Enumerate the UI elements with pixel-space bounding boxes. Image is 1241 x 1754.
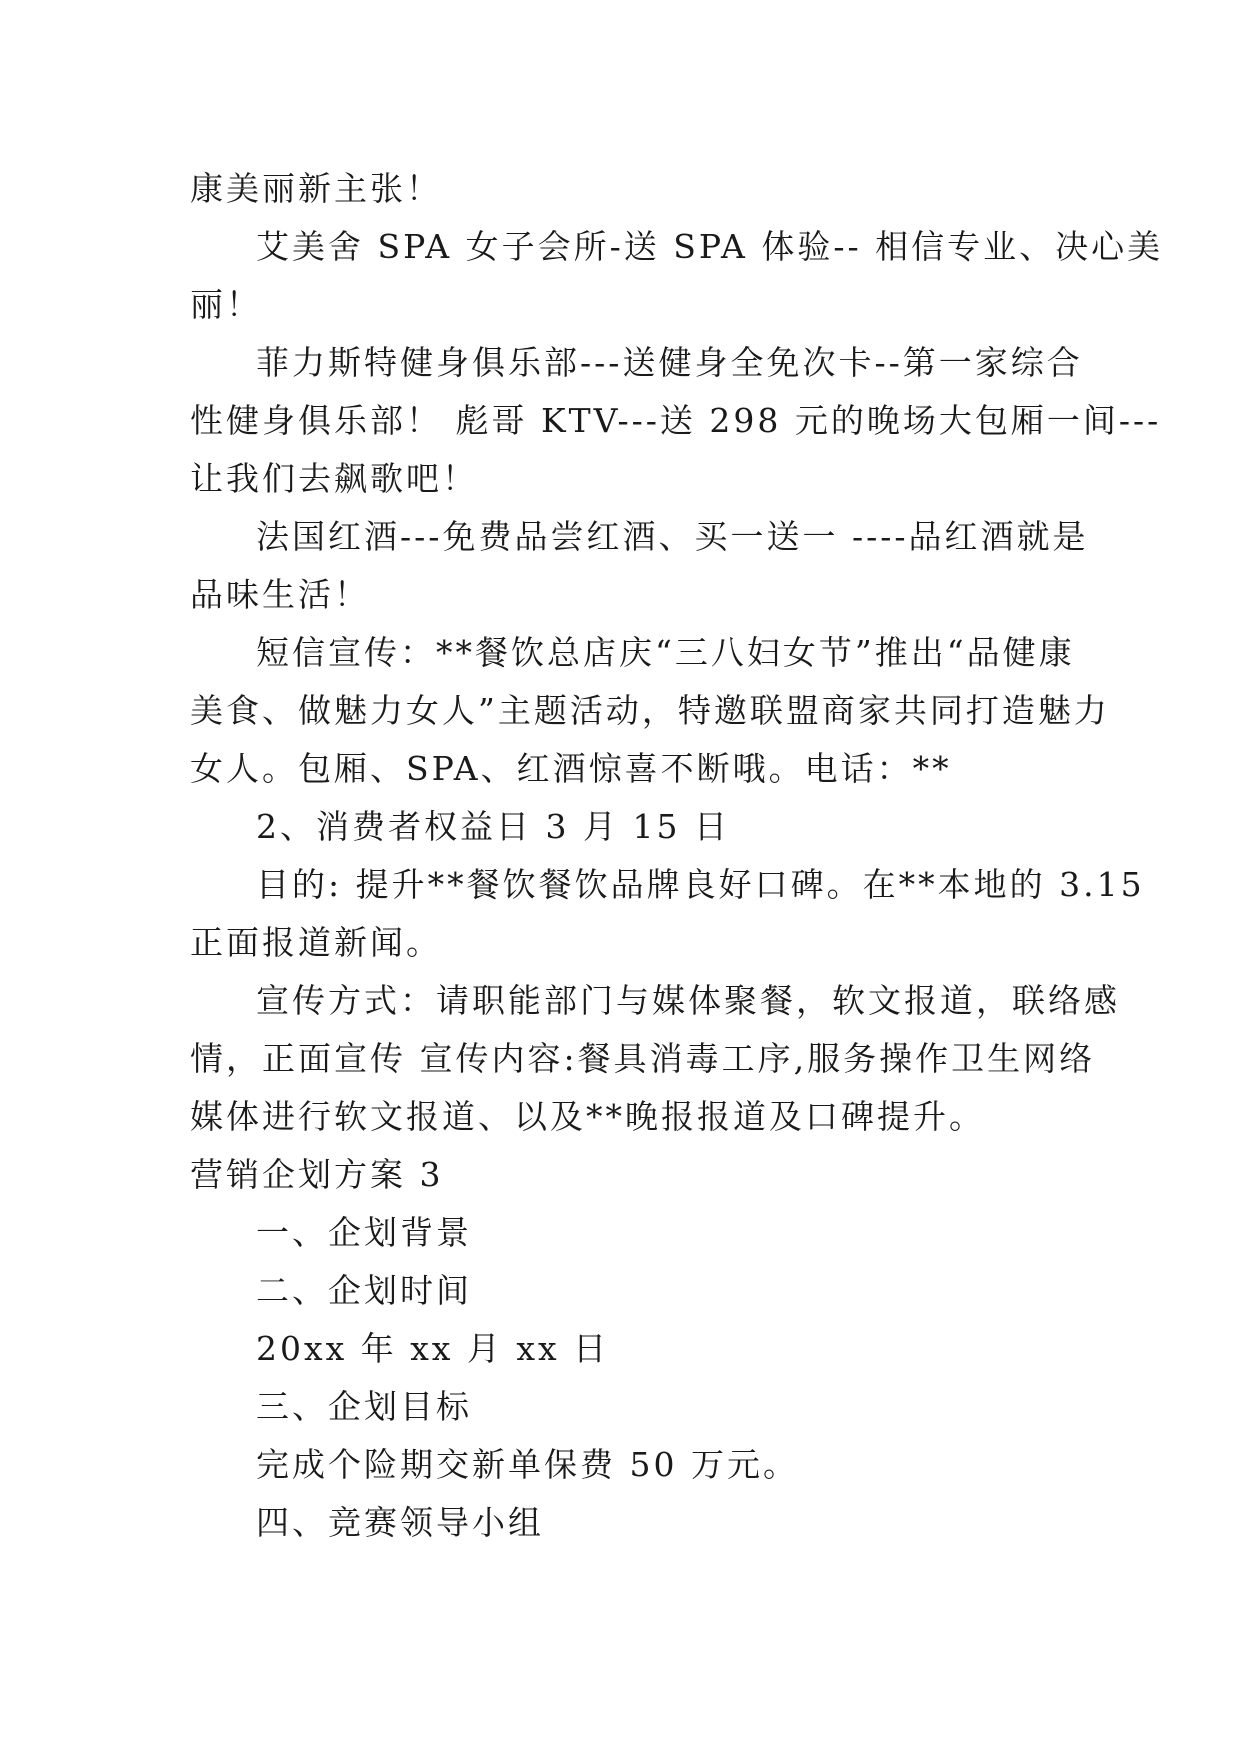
list-item: 四、竞赛领导小组 [256,1503,544,1542]
text-line: 法国红酒---免费品尝红酒、买一送一 ----品红酒就是 [256,517,1089,556]
list-item: 二、企划时间 [256,1271,472,1310]
text-line: 丽！ [190,285,262,324]
text-line: 菲力斯特健身俱乐部---送健身全免次卡--第一家综合 [256,343,1083,382]
text-line: 媒体进行软文报道、以及**晚报报道及口碑提升。 [190,1097,985,1136]
text-line: 情，正面宣传 宣传内容:餐具消毒工序,服务操作卫生网络 [190,1039,1096,1078]
text-line: 性健身俱乐部！ 彪哥 KTV---送 298 元的晚场大包厢一间--- [190,401,1162,440]
list-item: 一、企划背景 [256,1213,472,1252]
text-line: 完成个险期交新单保费 50 万元。 [256,1445,799,1484]
text-line: 康美丽新主张！ [190,169,442,208]
text-line: 女人。包厢、SPA、红酒惊喜不断哦。电话：** [190,749,952,788]
section-title: 营销企划方案 3 [190,1155,444,1194]
text-line: 让我们去飙歌吧！ [190,459,478,498]
text-line: 20xx 年 xx 月 xx 日 [256,1329,610,1368]
text-line: 艾美舍 SPA 女子会所-送 SPA 体验-- 相信专业、决心美 [256,227,1164,266]
text-line: 美食、做魅力女人”主题活动，特邀联盟商家共同打造魅力 [190,691,1110,730]
text-line: 目的: 提升**餐饮餐饮品牌良好口碑。在**本地的 3.15 [256,865,1145,904]
text-line: 短信宣传：**餐饮总店庆“三八妇女节”推出“品健康 [256,633,1075,672]
list-item: 三、企划目标 [256,1387,472,1426]
document-body [190,160,1164,1552]
text-line: 正面报道新闻。 [190,923,442,962]
text-line: 2、消费者权益日 3 月 15 日 [256,807,730,846]
text-line: 品味生活！ [190,575,370,614]
text-line: 宣传方式：请职能部门与媒体聚餐，软文报道，联络感 [256,981,1120,1020]
